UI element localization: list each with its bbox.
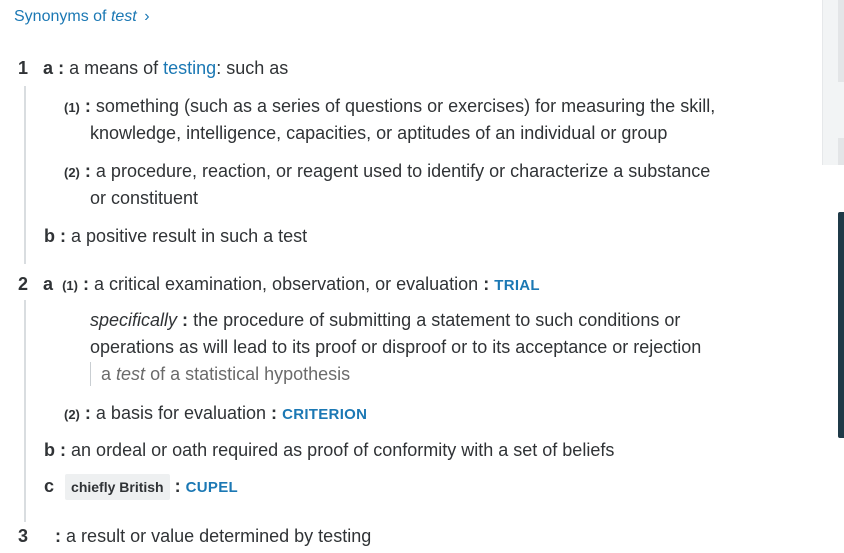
sense-letter-2b: b [44,440,55,460]
colon: : [82,274,89,294]
def-text-line2: or constituent [90,188,199,208]
subsense-label: (1) [64,100,80,115]
subsense-label: (2) [64,407,80,422]
sense-2b [44,436,614,464]
def-text: a result or value determined by testing [66,526,372,546]
sense-3 [18,522,371,550]
trial-link[interactable]: TRIAL [494,277,540,294]
sense-1a2 [64,157,710,187]
sense-1a1 [64,92,715,122]
sense-number-1: 1 [18,58,29,78]
colon: : [182,310,189,330]
synonyms-link[interactable] [14,8,150,26]
cupel-link[interactable]: CUPEL [185,479,238,496]
sense-letter-1b: b [44,226,55,246]
synonyms-word[interactable]: test [110,8,137,25]
colon: : [58,58,65,78]
colon: : [60,440,67,460]
def-text: a procedure, reaction, or reagent used to identify or characterize a substance [95,161,711,181]
sense-number-3: 3 [18,526,29,546]
def-text: something (such as a series of questions or exercises) for measuring the skill, [95,96,716,116]
colon: : [174,476,181,496]
def-text-line2: operations as will lead to its proof or disproof or to its acceptance or rejection [90,337,702,357]
sense-2a2 [64,399,367,429]
sense-2c [44,472,238,502]
example-text: a [101,364,112,384]
colon: : [84,96,91,116]
def-text-line2: knowledge, intelligence, capacities, or aptitudes of an individual or group [90,123,668,143]
sense-2-a1 [18,270,540,300]
def-text: a basis for evaluation [95,403,267,423]
sense-divider [24,300,26,522]
side-panel-line [838,138,844,165]
sense-divider [24,86,26,264]
sense-letter-2a: a [43,274,54,294]
def-text: an ordeal or oath required as proof of conformity with a set of beliefs [71,440,615,460]
usage-label-badge: chiefly British [65,474,170,500]
specifically-def [90,306,680,334]
usage-example [101,360,350,388]
def-text: : such as [216,58,289,78]
subsense-label: (2) [64,165,80,180]
colon: : [84,403,91,423]
def-text: the procedure of submitting a statement to such conditions or [193,310,681,330]
def-text: a means of [69,58,159,78]
colon: : [60,226,67,246]
def-text: a positive result in such a test [71,226,308,246]
def-text: a critical examination, observation, or evaluation [93,274,479,294]
example-text: of a statistical hypothesis [150,364,351,384]
sense-1-a [18,54,288,82]
sense-1b [44,222,307,250]
chevron-right-icon[interactable]: › [144,8,150,25]
side-panel-scroll-handle[interactable] [838,212,844,438]
specifically-label: specifically [90,310,178,330]
synonyms-prefix[interactable]: Synonyms of [14,8,107,25]
side-panel-line [838,0,844,82]
subsense-label: (1) [62,278,78,293]
sense-letter-2c: c [44,476,55,496]
colon: : [483,274,490,294]
sense-number-2: 2 [18,274,29,294]
colon: : [55,526,62,546]
colon: : [271,403,278,423]
colon: : [84,161,91,181]
sense-letter-1a: a [43,58,54,78]
testing-link[interactable]: testing [163,58,217,78]
criterion-link[interactable]: CRITERION [282,406,368,423]
example-word: test [116,364,146,384]
example-divider [90,362,91,386]
